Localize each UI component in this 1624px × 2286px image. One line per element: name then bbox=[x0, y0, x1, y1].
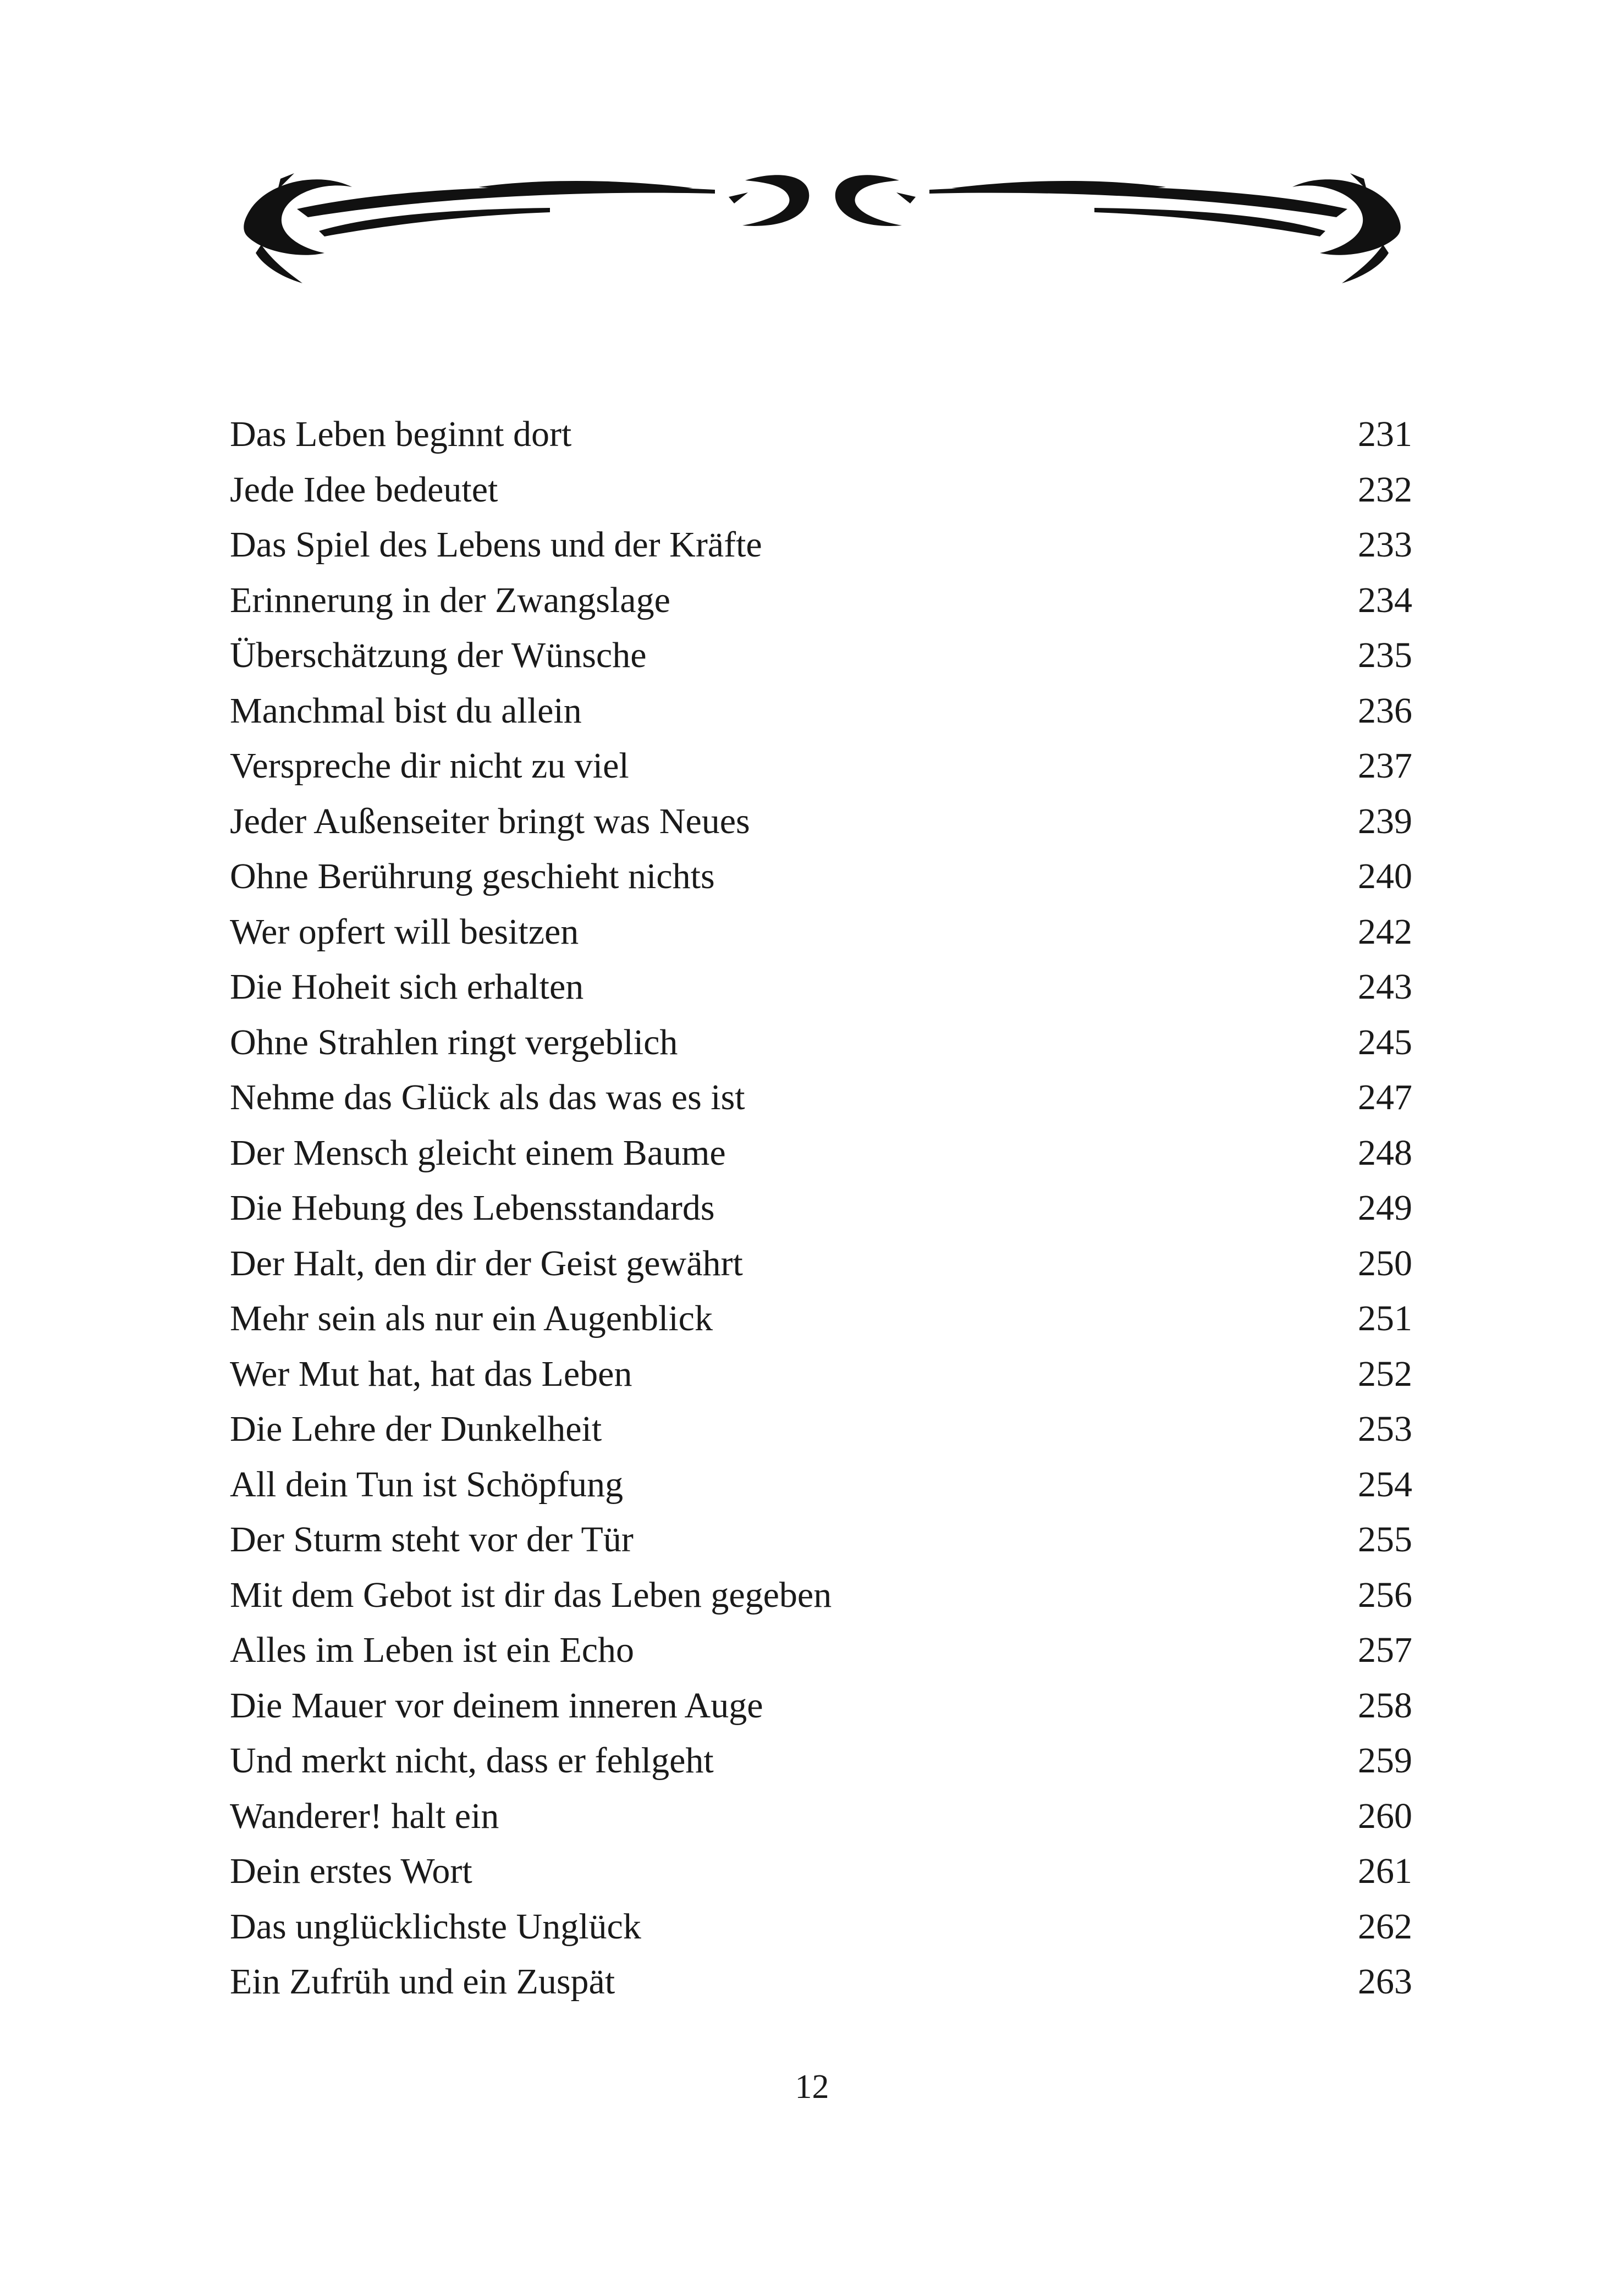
toc-entry-page: 237 bbox=[1358, 746, 1412, 786]
table-of-contents bbox=[230, 407, 1412, 2010]
toc-entry bbox=[230, 794, 1412, 850]
toc-entry-title: Mit dem Gebot ist dir das Leben gegeben bbox=[230, 1574, 832, 1615]
toc-entry-title: Jeder Außenseiter bringt was Neues bbox=[230, 801, 750, 841]
toc-entry bbox=[230, 1181, 1412, 1236]
toc-entry bbox=[230, 684, 1412, 739]
toc-entry-title: All dein Tun ist Schöpfung bbox=[230, 1464, 624, 1505]
toc-entry bbox=[230, 1347, 1412, 1402]
toc-entry-title: Manchmal bist du allein bbox=[230, 690, 582, 731]
toc-entry-title: Überschätzung der Wünsche bbox=[230, 635, 647, 675]
toc-entry-title: Mehr sein als nur ein Augenblick bbox=[230, 1298, 713, 1338]
toc-entry-page: 260 bbox=[1358, 1795, 1412, 1836]
toc-entry bbox=[230, 1457, 1412, 1513]
toc-entry-page: 263 bbox=[1358, 1962, 1412, 2002]
toc-entry bbox=[230, 1678, 1412, 1734]
toc-entry-page: 258 bbox=[1358, 1685, 1412, 1726]
toc-entry-page: 257 bbox=[1358, 1630, 1412, 1670]
toc-entry bbox=[230, 628, 1412, 684]
toc-entry-page: 247 bbox=[1358, 1077, 1412, 1117]
toc-entry bbox=[230, 1844, 1412, 1899]
toc-entry-page: 236 bbox=[1358, 690, 1412, 731]
toc-entry bbox=[230, 517, 1412, 573]
toc-entry bbox=[230, 1512, 1412, 1568]
toc-entry bbox=[230, 573, 1412, 629]
toc-entry-title: Das Spiel des Lebens und der Kräfte bbox=[230, 525, 762, 565]
toc-entry bbox=[230, 1070, 1412, 1126]
toc-entry bbox=[230, 1954, 1412, 2010]
toc-entry-title: Jede Idee bedeutet bbox=[230, 469, 498, 510]
toc-entry-title: Wer Mut hat, hat das Leben bbox=[230, 1353, 632, 1394]
toc-entry-page: 243 bbox=[1358, 967, 1412, 1007]
toc-entry bbox=[230, 407, 1412, 462]
toc-entry-page: 231 bbox=[1358, 414, 1412, 454]
toc-entry-title: Die Hoheit sich erhalten bbox=[230, 967, 584, 1007]
toc-entry-title: Dein erstes Wort bbox=[230, 1851, 472, 1891]
toc-entry-page: 245 bbox=[1358, 1022, 1412, 1062]
toc-entry-title: Ohne Strahlen ringt vergeblich bbox=[230, 1022, 678, 1062]
toc-entry bbox=[230, 1789, 1412, 1844]
toc-entry-title: Die Mauer vor deinem inneren Auge bbox=[230, 1685, 763, 1726]
toc-entry bbox=[230, 462, 1412, 518]
toc-entry-page: 239 bbox=[1358, 801, 1412, 841]
toc-entry-page: 262 bbox=[1358, 1906, 1412, 1947]
art-nouveau-flourish-icon bbox=[231, 148, 1413, 286]
toc-entry-page: 248 bbox=[1358, 1132, 1412, 1173]
toc-entry-page: 251 bbox=[1358, 1298, 1412, 1338]
toc-entry bbox=[230, 960, 1412, 1015]
toc-entry bbox=[230, 739, 1412, 794]
toc-entry-page: 253 bbox=[1358, 1409, 1412, 1449]
toc-entry-page: 233 bbox=[1358, 525, 1412, 565]
toc-entry-page: 256 bbox=[1358, 1574, 1412, 1615]
toc-entry-page: 234 bbox=[1358, 580, 1412, 620]
toc-entry-page: 259 bbox=[1358, 1740, 1412, 1781]
toc-entry-title: Der Mensch gleicht einem Baume bbox=[230, 1132, 726, 1173]
toc-entry-title: Das Leben beginnt dort bbox=[230, 414, 572, 454]
toc-entry-title: Der Halt, den dir der Geist gewährt bbox=[230, 1243, 743, 1284]
toc-entry-page: 240 bbox=[1358, 856, 1412, 896]
toc-entry-page: 261 bbox=[1358, 1851, 1412, 1891]
toc-entry-title: Wer opfert will besitzen bbox=[230, 911, 579, 952]
toc-entry-title: Ohne Berührung geschieht nichts bbox=[230, 856, 715, 896]
toc-entry-title: Nehme das Glück als das was es ist bbox=[230, 1077, 745, 1117]
toc-entry-title: Und merkt nicht, dass er fehlgeht bbox=[230, 1740, 714, 1781]
toc-entry-title: Der Sturm steht vor der Tür bbox=[230, 1519, 634, 1560]
toc-entry bbox=[230, 1568, 1412, 1623]
toc-entry bbox=[230, 1623, 1412, 1678]
toc-entry-page: 232 bbox=[1358, 469, 1412, 510]
toc-entry bbox=[230, 905, 1412, 960]
toc-entry-title: Die Hebung des Lebensstandards bbox=[230, 1188, 715, 1228]
page-number: 12 bbox=[795, 2068, 829, 2106]
toc-entry bbox=[230, 1899, 1412, 1955]
toc-entry-title: Alles im Leben ist ein Echo bbox=[230, 1630, 634, 1670]
toc-entry-title: Die Lehre der Dunkelheit bbox=[230, 1409, 602, 1449]
toc-entry-title: Wanderer! halt ein bbox=[230, 1795, 499, 1836]
toc-entry-page: 250 bbox=[1358, 1243, 1412, 1284]
toc-entry-title: Verspreche dir nicht zu viel bbox=[230, 746, 629, 786]
toc-entry bbox=[230, 1402, 1412, 1457]
toc-entry-title: Das unglücklichste Unglück bbox=[230, 1906, 641, 1947]
toc-entry-page: 252 bbox=[1358, 1353, 1412, 1394]
toc-entry-page: 249 bbox=[1358, 1188, 1412, 1228]
toc-entry-page: 242 bbox=[1358, 911, 1412, 952]
toc-entry bbox=[230, 1015, 1412, 1071]
toc-entry-title: Ein Zufrüh und ein Zuspät bbox=[230, 1962, 615, 2002]
toc-entry-title: Erinnerung in der Zwangslage bbox=[230, 580, 670, 620]
toc-entry bbox=[230, 1733, 1412, 1789]
toc-entry-page: 235 bbox=[1358, 635, 1412, 675]
toc-entry bbox=[230, 849, 1412, 905]
toc-entry-page: 254 bbox=[1358, 1464, 1412, 1505]
toc-entry bbox=[230, 1236, 1412, 1292]
toc-entry bbox=[230, 1126, 1412, 1181]
toc-entry-page: 255 bbox=[1358, 1519, 1412, 1560]
toc-entry bbox=[230, 1291, 1412, 1347]
